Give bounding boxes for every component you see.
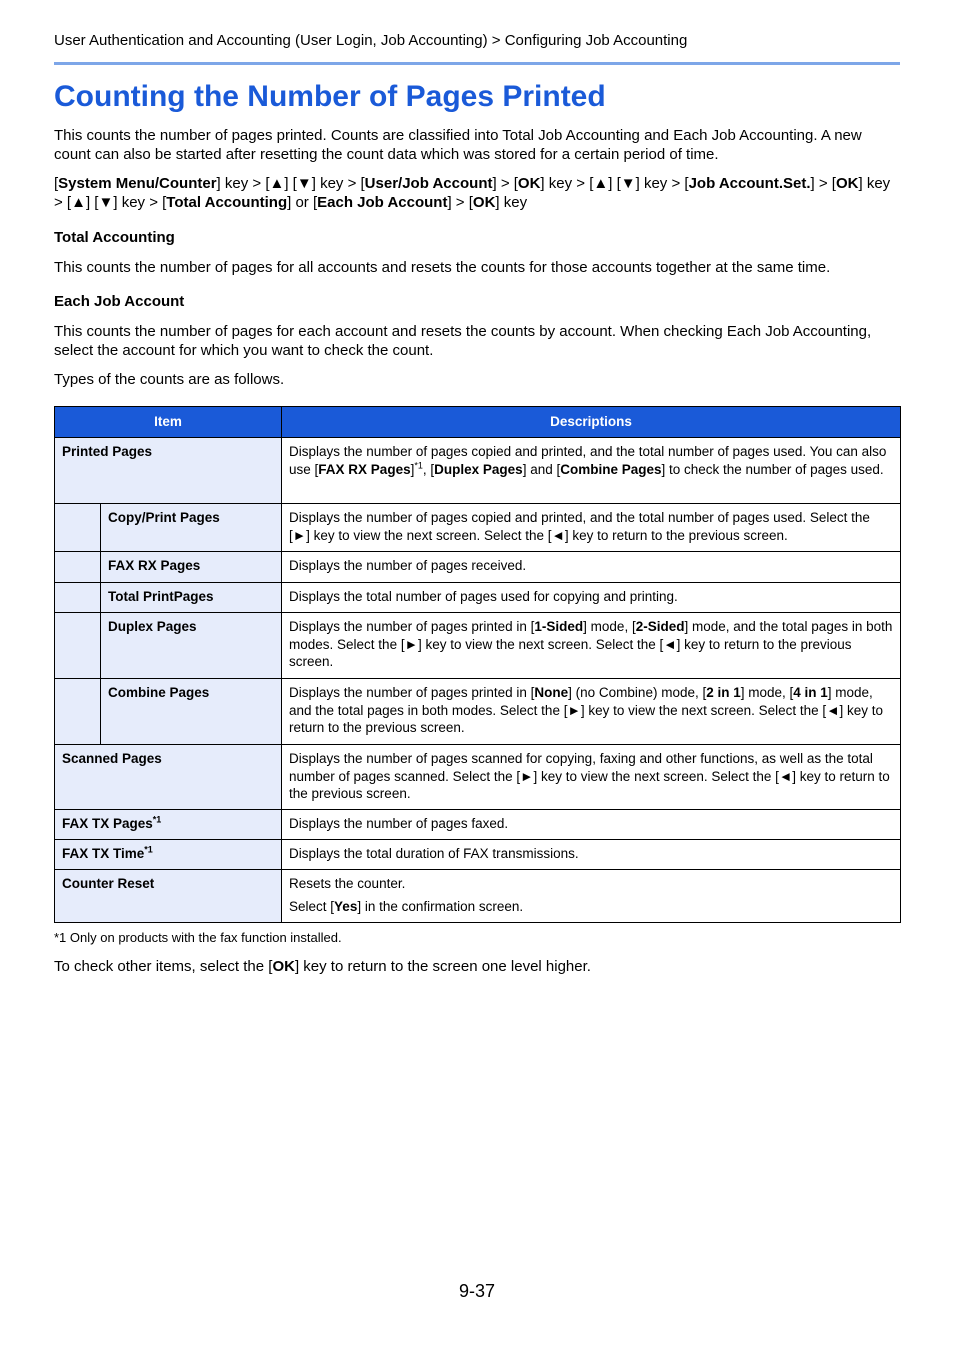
key-path: [System Menu/Counter] key > [▲] [▼] key > [User/Job Account] > [OK] key > [▲] [▼] key > [Job Account.Set.] > [OK] key > [▲] [▼] key > [Total Accounting] or [Each Job Account] > [OK] key (54, 175, 891, 211)
row-item-fax-tx-time: FAX TX Time$^{*1}$ (55, 840, 282, 870)
row-desc-printed-pages: Displays the number of pages copied and printed, and the total number of pages used. You can also use [FAX RX Pages]$^{*1}$, [Duplex Pages] and [Combine Pages] to check the number of pages used. (282, 438, 901, 504)
row-item-total-print-pages: Total PrintPages (101, 583, 282, 613)
total-accounting-text: This counts the number of pages for all accounts and resets the counts for those accounts together at the same time. (54, 259, 831, 276)
table-row (55, 613, 901, 679)
header-rule (54, 62, 900, 65)
closing-paragraph: To check other items, select the [OK] key to return to the screen one level higher. (54, 958, 591, 975)
table-row (55, 810, 901, 840)
table-row (55, 583, 901, 613)
indent-cell (55, 613, 101, 679)
row-item-counter-reset: Counter Reset (55, 870, 282, 923)
breadcrumb: User Authentication and Accounting (User Login, Job Accounting) > Configuring Job Accounting (54, 32, 688, 49)
row-desc-fax-tx-time: Displays the total duration of FAX transmissions. (282, 840, 901, 870)
footnote: *1 Only on products with the fax function installed. (54, 930, 342, 945)
column-header-item: Item (55, 407, 282, 438)
row-desc-duplex-pages: Displays the number of pages printed in [1-Sided] mode, [2-Sided] mode, and the total pages in both modes. Select the [►] key to view the next screen. Select the [◄] key to return to the previous screen. (282, 613, 901, 679)
row-item-printed-pages: Printed Pages (55, 438, 282, 504)
row-item-fax-tx-pages: FAX TX Pages$^{*1}$ (55, 810, 282, 840)
row-desc-copy-print-pages: Displays the number of pages copied and printed, and the total number of pages used. Select the [►] key to view the next screen. Select the [◄] key to return to the previous screen. (282, 504, 901, 552)
row-desc-total-print-pages: Displays the total number of pages used for copying and printing. (282, 583, 901, 613)
table-row (55, 745, 901, 810)
indent-cell (55, 583, 101, 613)
key-ok: OK (272, 958, 295, 975)
key-user-job-account: User/Job Account (364, 175, 493, 192)
table-row (55, 840, 901, 870)
key-system-menu: System Menu/Counter (58, 175, 217, 192)
row-item-scanned-pages: Scanned Pages (55, 745, 282, 810)
row-desc-scanned-pages: Displays the number of pages scanned for copying, faxing and other functions, as well as the total number of pages scanned. Select the [►] key to view the next screen. Select the [◄] key to return to the previous screen. (282, 745, 901, 810)
page-title: Counting the Number of Pages Printed (54, 80, 606, 113)
column-header-descriptions: Descriptions (282, 407, 901, 438)
key-ok: OK (472, 194, 496, 211)
row-item-copy-print-pages: Copy/Print Pages (101, 504, 282, 552)
key-job-account-set: Job Account.Set. (688, 175, 811, 192)
table-row (55, 504, 901, 552)
row-desc-fax-tx-pages: Displays the number of pages faxed. (282, 810, 901, 840)
key-ok: OK (835, 175, 859, 192)
indent-cell (55, 552, 101, 583)
types-text: Types of the counts are as follows. (54, 371, 285, 388)
intro-paragraph: This counts the number of pages printed. Counts are classified into Total Job Accounting and Each Job Accounting. A new count can also be started after resetting the count data which was stored for a certain period of time. (54, 127, 862, 163)
row-desc-combine-pages: Displays the number of pages printed in [None] (no Combine) mode, [2 in 1] mode, [4 in 1] mode, and the total pages in both modes. Select the [►] key to view the next screen. Select the [◄] key to return to the previous screen. (282, 679, 901, 745)
each-job-account-text: This counts the number of pages for each account and resets the counts by account. When checking Each Job Accounting, select the account for which you want to check the count. (54, 323, 872, 359)
total-accounting-heading: Total Accounting (54, 229, 175, 246)
indent-cell (55, 679, 101, 745)
row-item-fax-rx-pages: FAX RX Pages (101, 552, 282, 583)
each-job-account-heading: Each Job Account (54, 293, 185, 310)
table-row (55, 870, 901, 923)
row-item-combine-pages: Combine Pages (101, 679, 282, 745)
indent-cell (55, 504, 101, 552)
table-header-row (55, 407, 901, 438)
row-desc-fax-rx-pages: Displays the number of pages received. (282, 552, 901, 583)
table-row (55, 552, 901, 583)
key-ok: OK (517, 175, 541, 192)
counts-table (54, 406, 901, 923)
key-each-job-account: Each Job Account (317, 194, 448, 211)
row-item-duplex-pages: Duplex Pages (101, 613, 282, 679)
key-total-accounting: Total Accounting (166, 194, 288, 211)
row-desc-counter-reset: Resets the counter. Select [Yes] in the confirmation screen. (282, 870, 901, 923)
table-row (55, 679, 901, 745)
table-row (55, 438, 901, 504)
page-number: 9-37 (459, 1281, 496, 1301)
